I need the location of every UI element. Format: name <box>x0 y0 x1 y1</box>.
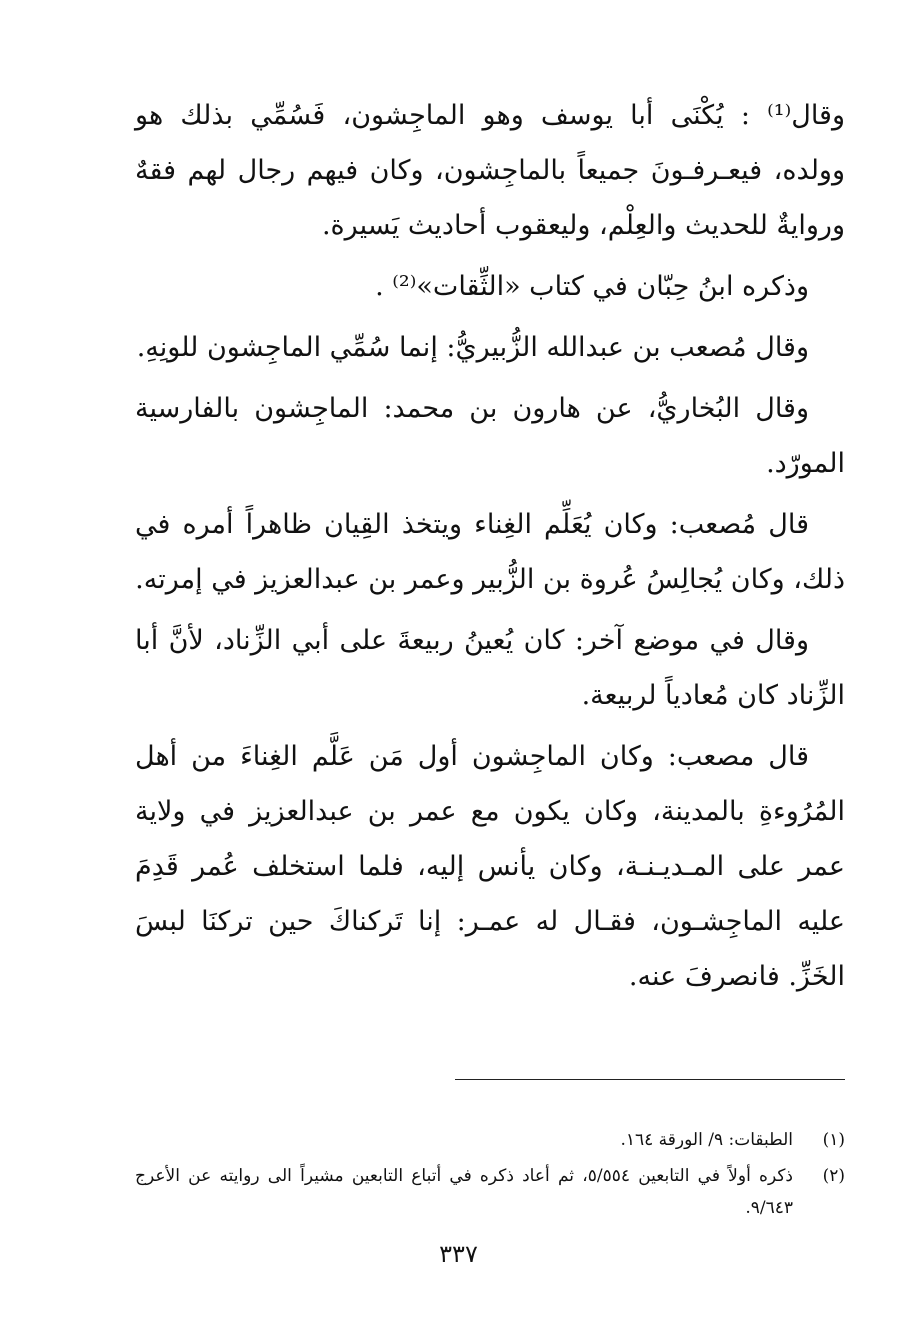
paragraph-2: وذكره ابنُ حِبّان في كتاب «الثِّقات»⁽²⁾ . <box>375 271 809 302</box>
paragraph-6: وقال في موضع آخر: كان يُعينُ ربيعةَ على أبي الزِّناد، لأنَّ أبا الزِّناد كان مُعادياً لربيعة. <box>135 625 845 711</box>
footnote-number: (٢) <box>822 1166 845 1186</box>
paragraph-7: قال مصعب: وكان الماجِشون أول مَن عَلَّم الغِناءَ من أهل المُرُوءةِ بالمدينة، وكان يكون مع عمر بن عبدالعزيز في ولاية عمر على المـديـنـة، وكان يأنس إليه، فلما استخلف عُمر قَدِمَ عليه الماجِشـون، فقـال له عمـر: إنا تَركناكَ حين تركنَا لبسَ الخَزِّ. فانصرفَ عنه. <box>135 741 845 992</box>
main-text <box>135 88 845 1010</box>
paragraph-5: قال مُصعب: وكان يُعَلِّم الغِناء ويتخذ القِيان ظاهراً أمره في ذلك، وكان يُجالِسُ عُروة بن الزُّبير وعمر بن عبدالعزيز في إمرته. <box>135 509 845 595</box>
footnotes <box>135 1124 845 1228</box>
footnote-1 <box>135 1124 845 1156</box>
footnote-2 <box>135 1160 845 1224</box>
paragraph-3: وقال مُصعب بن عبدالله الزُّبيريُّ: إنما سُمِّي الماجِشون للونِهِ. <box>136 332 809 363</box>
paragraph-4: وقال البُخاريُّ، عن هارون بن محمد: الماجِشون بالفارسية المورّد. <box>135 393 845 479</box>
footnote-text: ذكره أولاً في التابعين ٥/٥٥٤، ثم أعاد ذكره في أتباع التابعين مشيراً الى روايته عن الأعرج ٩/٦٤٣. <box>135 1166 793 1218</box>
footnote-number: (١) <box>822 1130 845 1150</box>
footnote-divider <box>455 1079 845 1080</box>
footnote-text: الطبقات: ٩/ الورقة ١٦٤. <box>620 1130 793 1150</box>
page-number: ٣٣٧ <box>439 1240 478 1268</box>
paragraph-1: وقال⁽¹⁾ : يُكْنَى أبا يوسف وهو الماجِشون، فَسُمِّي بذلك هو وولده، فيعـرفـونَ جميعاً بالماجِشون، وكان فيهم رجال لهم فقهٌ وروايةٌ للحديث والعِلْم، وليعقوب أحاديث يَسيرة. <box>135 100 845 241</box>
